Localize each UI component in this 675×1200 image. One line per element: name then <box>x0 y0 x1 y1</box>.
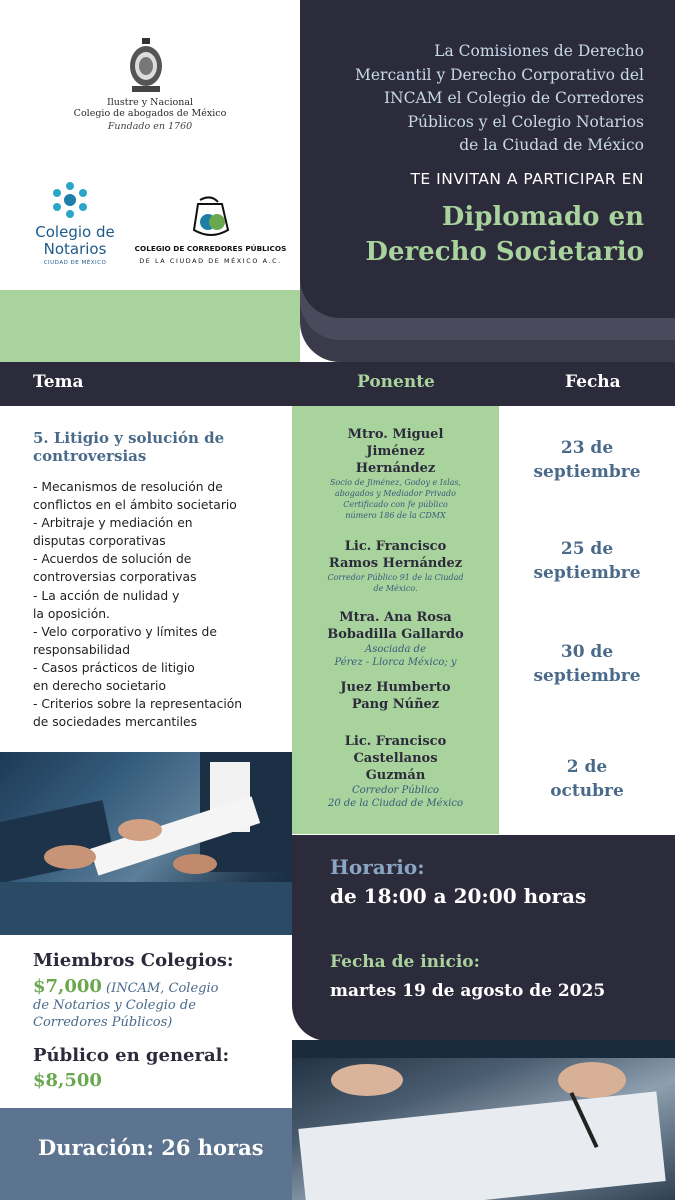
public-price: $8,500 <box>33 1070 102 1091</box>
speaker-name: Mtro. Miguel <box>347 427 444 442</box>
date-month: octubre <box>550 781 624 801</box>
horario-value: de 18:00 a 20:00 horas <box>330 884 587 908</box>
corredores-sub: DE LA CIUDAD DE MÉXICO A.C. <box>139 257 282 265</box>
green-band <box>0 290 300 362</box>
speaker-name: Guzmán <box>365 768 426 783</box>
speaker-role: Asociada de <box>365 644 426 655</box>
list-item: de sociedades mercantiles <box>33 715 198 730</box>
date-3 <box>512 640 662 688</box>
signing-photo <box>292 1040 675 1200</box>
corredores-name: COLEGIO DE CORREDORES PÚBLICOS <box>134 244 287 253</box>
notarios-name <box>30 224 120 258</box>
members-price: $7,000 <box>33 976 102 997</box>
speaker-name: Lic. Francisco <box>344 734 447 749</box>
list-item: - La acción de nulidad y <box>33 588 180 603</box>
speaker-name: Ramos Hernández <box>328 556 463 571</box>
list-item: - Acuerdos de solución de <box>33 552 192 567</box>
speaker-role: de México. <box>373 584 418 593</box>
list-item: - Velo corporativo y límites de <box>33 624 217 639</box>
speaker-name: Bobadilla Gallardo <box>327 627 464 642</box>
speaker-role: número 186 de la CDMX <box>345 511 446 520</box>
speaker-name: Jiménez <box>366 444 425 459</box>
list-item: disputas corporativas <box>33 534 166 549</box>
list-item: controversias corporativas <box>33 570 197 585</box>
date-day: 30 de <box>560 642 614 662</box>
date-month: septiembre <box>533 666 641 686</box>
date-month: septiembre <box>533 563 641 583</box>
speaker-role: 20 de la Ciudad de México <box>327 798 464 809</box>
horario-label: Horario: <box>330 855 425 879</box>
duration-text: Duración: 26 horas <box>38 1135 264 1160</box>
crest-icon <box>126 38 166 94</box>
colegio-abogados-name <box>60 97 240 119</box>
abogados-line1: Ilustre y Nacional <box>106 97 194 108</box>
list-item: - Mecanismos de resolución de <box>33 480 223 494</box>
date-day: 23 de <box>560 438 614 458</box>
page-title <box>318 200 644 270</box>
speaker-1 <box>300 426 491 521</box>
column-fecha: Fecha <box>565 372 621 392</box>
notarios-line2: Notarios <box>43 240 107 258</box>
speaker-role: Socio de Jiménez, Godoy e Islas, <box>329 478 462 487</box>
speaker-name: Mtra. Ana Rosa <box>339 610 452 625</box>
date-1 <box>512 436 662 484</box>
organizers-line: Mercantil y Derecho Corporativo del <box>355 65 644 84</box>
invite-text: TE INVITAN A PARTICIPAR EN <box>410 170 644 188</box>
speaker-role: Corredor Público 91 de la Ciudad <box>327 573 464 582</box>
notarios-sub: CIUDAD DE MÉXICO <box>43 260 107 266</box>
date-2 <box>512 537 662 585</box>
founded-text: Fundado en 1760 <box>107 121 193 132</box>
organizers-line: La Comisiones de Derecho <box>434 42 644 60</box>
speaker-role: abogados y Mediador Privado <box>335 489 456 498</box>
speaker-name: Castellanos <box>353 751 438 766</box>
organizers-line: INCAM el Colegio de Corredores <box>383 89 644 107</box>
members-price-block <box>33 976 283 1031</box>
list-item: la oposición. <box>33 606 110 621</box>
organizers-line: de la Ciudad de México <box>459 136 644 154</box>
speaker-2 <box>300 538 491 594</box>
list-item: responsabilidad <box>33 642 131 657</box>
corredores-logo-icon <box>188 194 234 240</box>
date-day: 2 de <box>566 757 608 777</box>
organizers-line: Públicos y el Colegio Notarios <box>407 112 644 131</box>
title-line2: Derecho Societario <box>365 237 644 267</box>
list-item: en derecho societario <box>33 679 167 694</box>
date-month: septiembre <box>533 462 641 482</box>
tema-title <box>33 429 283 465</box>
members-note: Corredores Públicos) <box>33 1015 173 1030</box>
list-item: - Arbitraje y mediación en <box>33 516 193 531</box>
list-item: conflictos en el ámbito societario <box>33 498 237 513</box>
list-item: - Casos prácticos de litigio <box>33 660 195 675</box>
meeting-photo <box>0 752 292 935</box>
tema-title-line2: controversias <box>33 447 147 465</box>
public-label: Público en general: <box>33 1045 230 1066</box>
speaker-role: Pérez - Llorca México; y <box>334 657 457 668</box>
members-note: (INCAM, Colegio <box>101 981 219 996</box>
members-note: de Notarios y Colegio de <box>33 998 196 1013</box>
date-day: 25 de <box>560 539 614 559</box>
column-tema: Tema <box>33 372 84 392</box>
speaker-3 <box>300 609 491 669</box>
title-line1: Diplomado en <box>441 202 644 232</box>
notarios-line1: Colegio de <box>35 223 115 241</box>
organizers-text <box>318 40 644 158</box>
speaker-role: Certificado con fe público <box>343 500 448 509</box>
speaker-name: Pang Núñez <box>351 697 440 712</box>
speaker-4 <box>300 679 491 713</box>
speaker-5 <box>300 733 491 810</box>
list-item: - Criterios sobre la representación <box>33 697 243 712</box>
notarios-logo-icon <box>48 180 92 220</box>
members-label: Miembros Colegios: <box>33 950 234 971</box>
tema-list <box>33 478 288 731</box>
speaker-name: Lic. Francisco <box>344 539 447 554</box>
date-4 <box>512 755 662 803</box>
abogados-line2: Colegio de abogados de México <box>73 108 227 119</box>
inicio-label: Fecha de inicio: <box>330 952 480 972</box>
speaker-name: Hernández <box>355 461 436 476</box>
inicio-value: martes 19 de agosto de 2025 <box>330 981 606 1001</box>
column-ponente: Ponente <box>357 372 435 392</box>
speaker-name: Juez Humberto <box>340 680 451 695</box>
tema-title-line1: 5. Litigio y solución de <box>33 429 225 447</box>
speaker-role: Corredor Público <box>351 785 440 796</box>
